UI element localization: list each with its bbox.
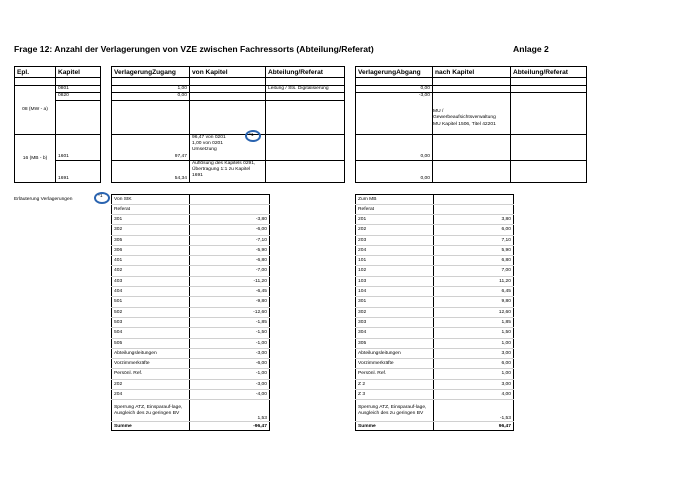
referat-value: -5,90 [190,245,270,255]
page-title: Frage 12: Anzahl der Verlagerungen von VZE zwischen Fachressorts (Abteilung/Referat) [14,44,374,54]
referat-value: -6,45 [190,287,270,297]
referat-value: -11,20 [190,276,270,286]
referat-name: 504 [112,328,190,338]
table-row [356,379,514,389]
header-von-kapitel: von Kapitel [190,67,266,78]
header-kapitel: Kapitel [56,67,101,78]
referat-value: 3,00 [434,379,514,389]
table-row [112,195,270,205]
referat-value: -6,00 [190,225,270,235]
table-cell [190,205,270,215]
zugang-value: 54,34 [112,161,190,183]
referat-name: 305 [356,338,434,348]
table-row [112,359,270,369]
summe-label: Summe [112,422,190,431]
table-row [112,328,270,338]
referat-name: 301 [112,215,190,225]
header-epl: Epl. [15,67,56,78]
abgang-value: 0,00 [356,86,433,93]
referat-value: 9,80 [434,297,514,307]
referat-name: 202 [112,379,190,389]
epl-kapitel-table [14,66,101,183]
sperrung-label: Sperrung ATZ, Einsparauf-lage, Ausgleich des zu geringen BV [112,400,190,422]
referat-name: 303 [356,317,434,327]
table-row [112,348,270,358]
referat-name: 503 [112,317,190,327]
referat-value: -6,00 [190,359,270,369]
referat-value: -9,80 [190,297,270,307]
referat-value: 6,80 [434,256,514,266]
header-abteilung-referat: Abteilung/Referat [266,67,345,78]
referat-name: 102 [356,266,434,276]
referat-value: 3,00 [434,348,514,358]
table-row [356,348,514,358]
table-row [112,369,270,379]
abgang-value: 0,00 [356,135,433,161]
table-row [112,205,270,215]
summe-value: -96,47 [190,422,270,431]
table-row [356,297,514,307]
referat-label: Referat [356,205,434,215]
referat-value: -1,00 [190,338,270,348]
kapitel-0820: 0820 [56,93,101,101]
von-kapitel-cell: 96,47 von 0201 1,00 von 0201 Umsetzung [190,135,266,161]
referat-name: 104 [356,287,434,297]
marker-circle [245,130,261,142]
header-nach-kapitel: nach Kapitel [433,67,511,78]
table-row [356,276,514,286]
referat-value: 1,00 [434,369,514,379]
zugang-table [111,66,345,183]
referat-value: 11,20 [434,276,514,286]
table-row [112,400,270,422]
referat-name: Abteilungsleitungen [356,348,434,358]
referat-name: 403 [112,276,190,286]
referat-value: 7,10 [434,235,514,245]
zugang-value: 97,47 [112,135,190,161]
table-row [356,225,514,235]
referat-value: -4,00 [190,390,270,400]
referat-name: Z 3 [356,390,434,400]
referat-value: -12,60 [190,307,270,317]
table-row [356,422,514,431]
zugang-value: 0,00 [112,93,190,101]
anlage-label: Anlage 2 [513,44,549,54]
kapitel-0801: 0801 [56,86,101,93]
referat-name: 103 [356,276,434,286]
referat-label: Referat [112,205,190,215]
referat-name: 501 [112,297,190,307]
abteilung-cell: Leitung / Sts. Digitalisierung [266,86,345,93]
table-row [112,317,270,327]
kapitel-1691: 1691 [56,161,101,183]
table-row [112,307,270,317]
summe-label: Summe [356,422,434,431]
table-row [112,338,270,348]
referat-name: 505 [112,338,190,348]
referat-name: 404 [112,287,190,297]
referat-value: 3,80 [434,215,514,225]
table-row [112,287,270,297]
referat-name: 204 [356,245,434,255]
referat-value: -1,00 [190,369,270,379]
table-row [112,266,270,276]
referat-value: 7,00 [434,266,514,276]
referat-value: -1,50 [190,328,270,338]
abgang-value: 0,00 [356,161,433,183]
referat-name: 302 [356,307,434,317]
table-row [112,225,270,235]
referat-name: 203 [356,235,434,245]
erlaeuterung-marker: *1 [98,194,103,199]
referat-value: 4,00 [434,390,514,400]
von-kapitel-cell: Auflösung des Kapitels 0291, Übertragung 1:1 zu Kapitel 1691 [190,161,266,183]
table-row [356,400,514,422]
footnote-marker: *1 [249,133,254,138]
referat-value: -3,00 [190,348,270,358]
table-row [356,235,514,245]
table-cell [434,195,514,205]
zum-mb-heading: Zum MB [356,195,434,205]
marker-circle [94,192,110,204]
referat-value: -3,80 [190,215,270,225]
table-row [112,256,270,266]
kapitel-1601: 1601 [56,135,101,161]
epl-16: 16 (MB - b) [15,135,56,183]
referat-value: 6,00 [434,359,514,369]
referat-name: Vorzimmerkräfte [356,359,434,369]
referat-value: -6,80 [190,256,270,266]
table-row [356,307,514,317]
referat-value: 6,45 [434,287,514,297]
referat-value: -1,85 [190,317,270,327]
referat-name: Z 2 [356,379,434,389]
referat-name: 202 [356,225,434,235]
referat-name: 302 [112,225,190,235]
referat-name: 402 [112,266,190,276]
sperrung-label: Sperrung ATZ, Einsparauf-lage, Ausgleich des zu geringen BV [356,400,434,422]
table-row [112,235,270,245]
header-abteilung-referat: Abteilung/Referat [511,67,587,78]
von-stk-table [111,194,270,431]
abgang-value: -3,00 [356,93,433,135]
table-row [356,195,514,205]
table-row [356,205,514,215]
referat-name: 101 [356,256,434,266]
referat-value: -3,00 [190,379,270,389]
table-row [112,276,270,286]
referat-value: 1,00 [434,338,514,348]
referat-name: Vorzimmerkräfte [112,359,190,369]
referat-name: Abteilungsleitungen [112,348,190,358]
header-verlagerung-abgang: VerlagerungAbgang [356,67,433,78]
referat-name: 201 [356,215,434,225]
zugang-value: 1,00 [112,86,190,93]
table-row [356,287,514,297]
table-row [356,369,514,379]
referat-name: Persönl. Ref. [112,369,190,379]
referat-value: 5,90 [434,245,514,255]
von-stk-heading: Von StK [112,195,190,205]
erlaeuterung-label: Erläuterung Verlagerungen [14,197,73,202]
table-row [356,317,514,327]
table-row [356,245,514,255]
epl-08: 08 (MW - a) [15,86,56,135]
table-row [356,215,514,225]
referat-value: -7,10 [190,235,270,245]
table-row [356,328,514,338]
table-row [112,422,270,431]
referat-name: 204 [112,390,190,400]
referat-value: 1,85 [434,317,514,327]
sperrung-value: 1,53 [190,400,270,422]
referat-value: -7,00 [190,266,270,276]
table-row [356,359,514,369]
nach-kapitel-cell: MU / Gewerbeaufsichtsverwaltung MU Kapitel 1506, Titel 42201 [433,109,496,127]
referat-name: 301 [356,297,434,307]
summe-value: 96,47 [434,422,514,431]
table-row [356,390,514,400]
table-row [112,390,270,400]
table-row [356,266,514,276]
referat-value: 12,60 [434,307,514,317]
table-cell [190,195,270,205]
referat-name: 305 [112,235,190,245]
table-row [112,297,270,307]
table-row [356,256,514,266]
table-row [112,215,270,225]
referat-name: 304 [356,328,434,338]
referat-value: 1,50 [434,328,514,338]
table-cell [434,205,514,215]
sperrung-value: -1,53 [434,400,514,422]
table-row [112,245,270,255]
referat-name: 306 [112,245,190,255]
referat-name: 502 [112,307,190,317]
table-row [112,379,270,389]
referat-value: 6,00 [434,225,514,235]
referat-name: 401 [112,256,190,266]
header-verlagerung-zugang: VerlagerungZugang [112,67,190,78]
referat-name: Persönl. Ref. [356,369,434,379]
zum-mb-table [355,194,514,431]
table-row [356,338,514,348]
